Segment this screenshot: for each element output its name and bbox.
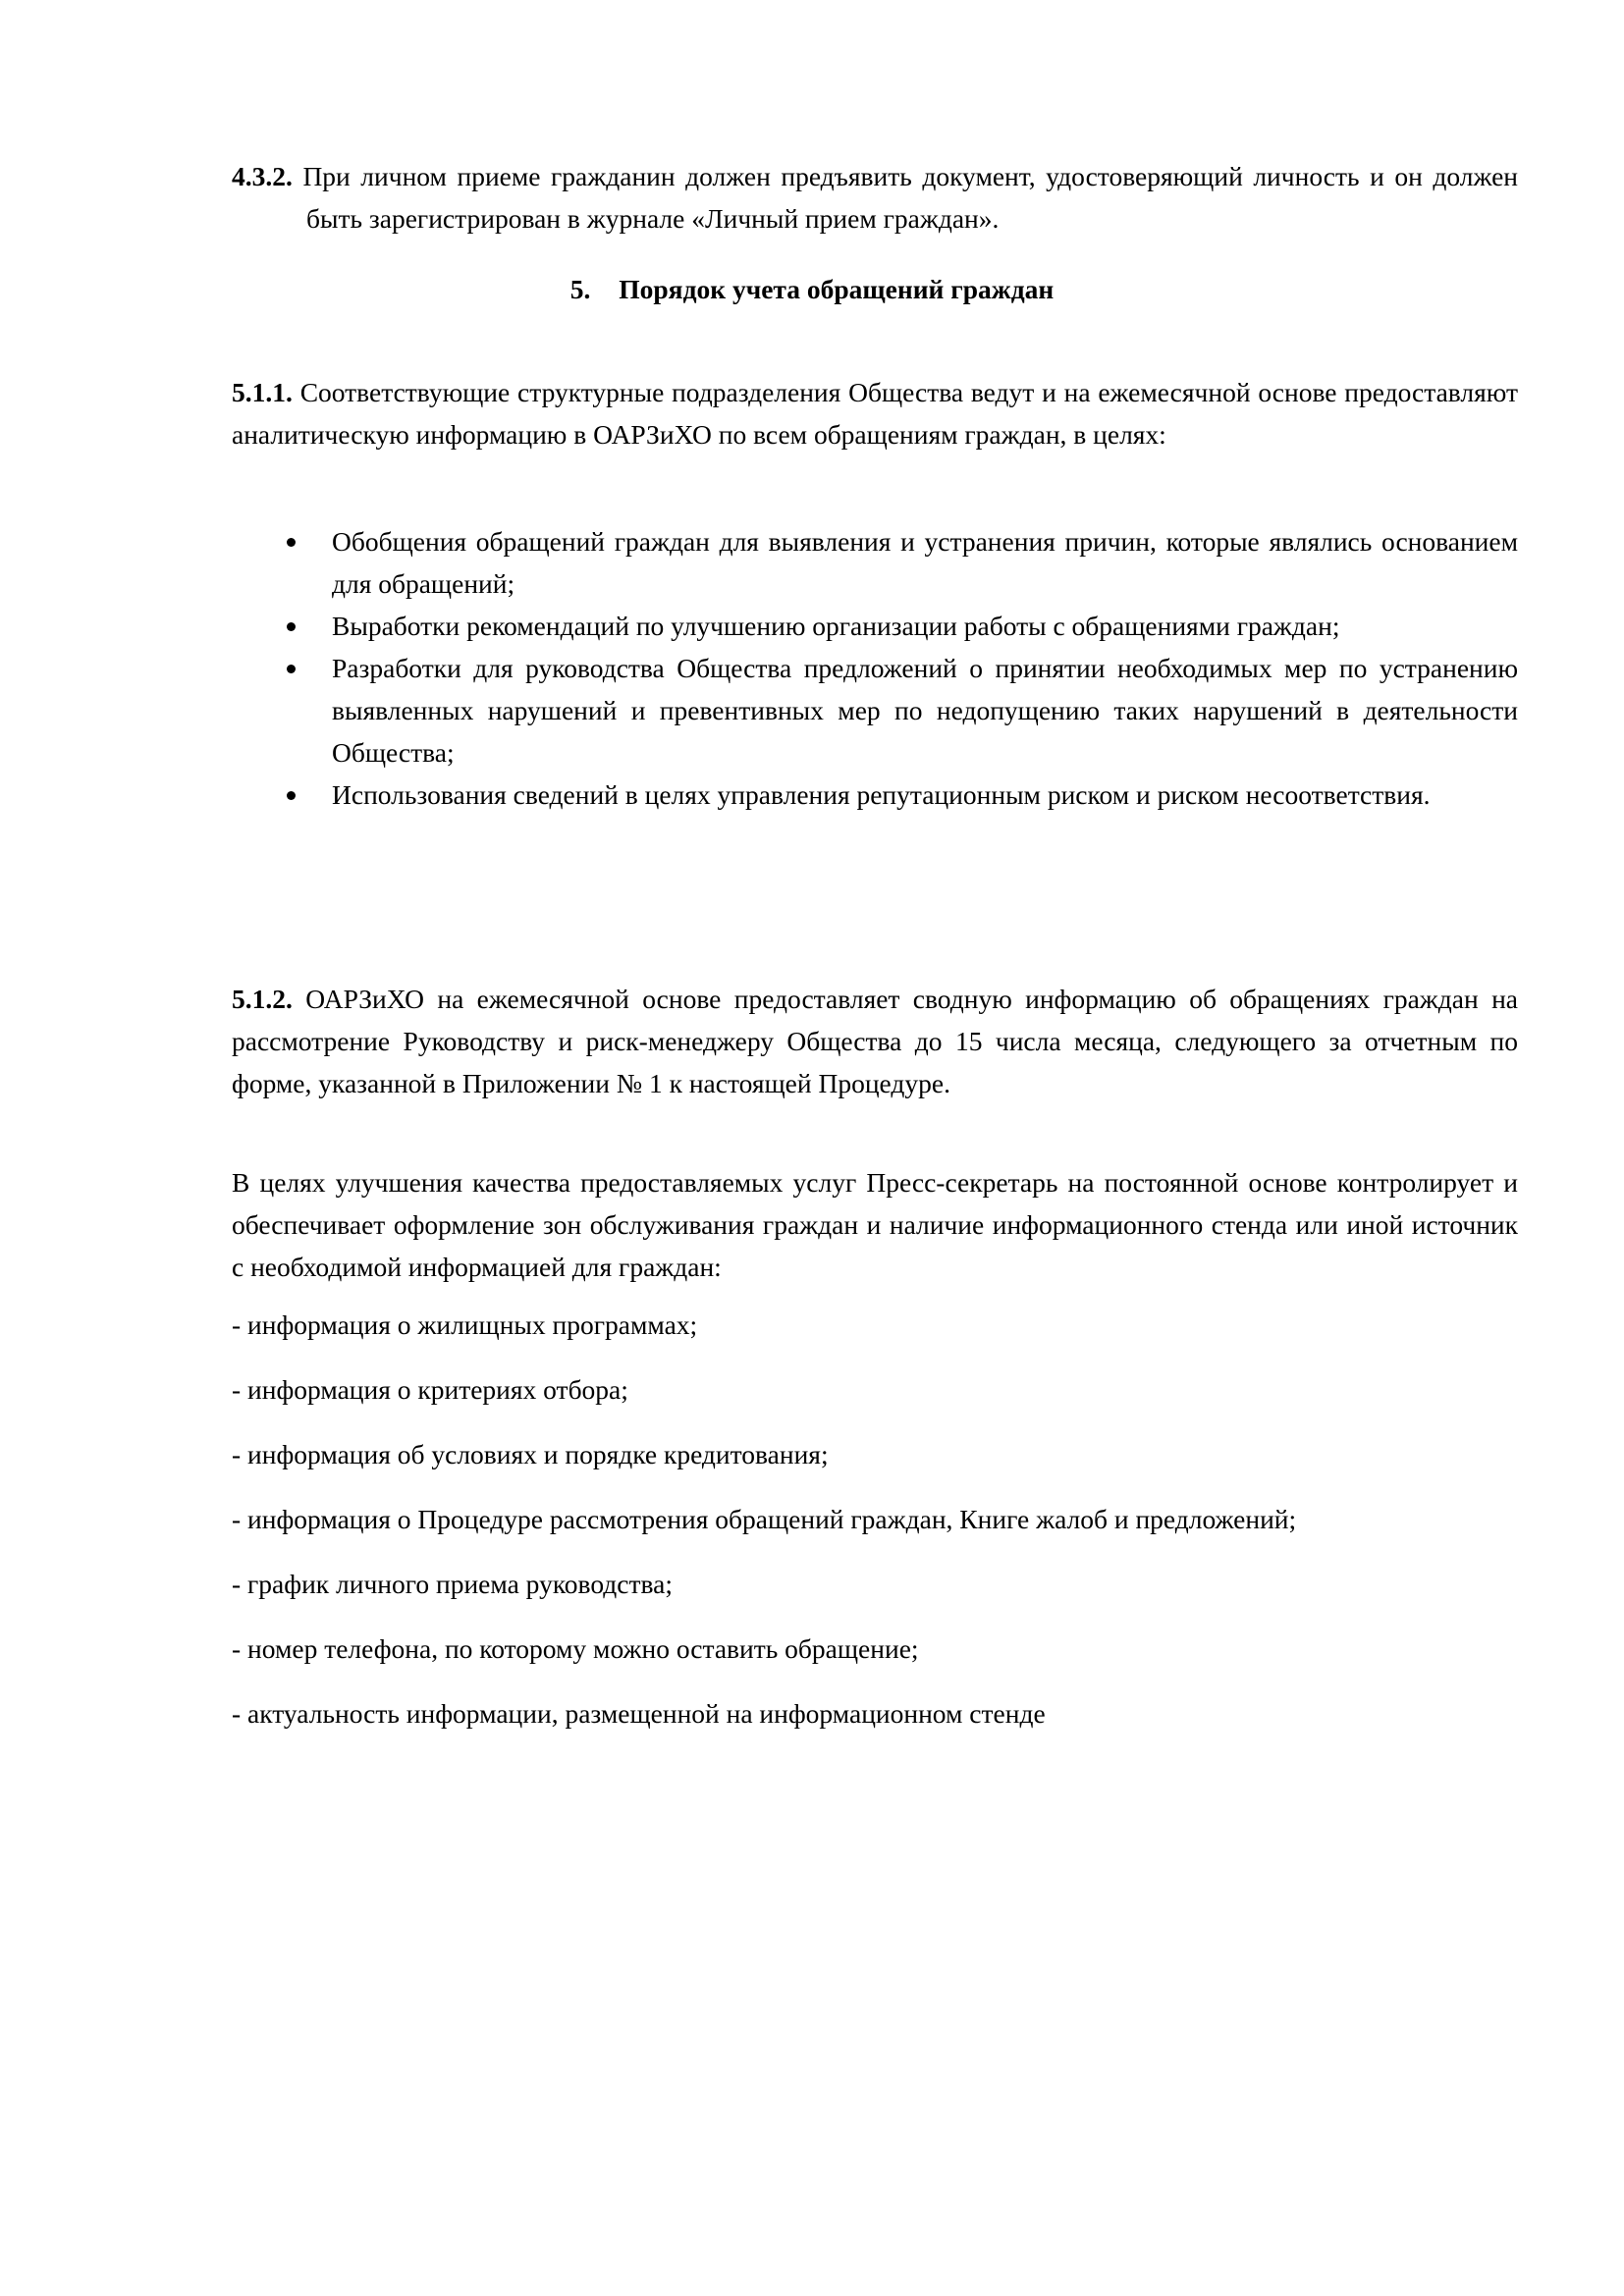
bullet-text: Разработки для руководства Общества предложений о принятии необходимых мер по устранению выявленных нарушений и превентивных мер по недопущению таких нарушений в деятельности Общества; bbox=[332, 653, 1518, 768]
bullet-text: Обобщения обращений граждан для выявления и устранения причин, которые являлись основанием для обращений; bbox=[332, 526, 1518, 599]
bullet-item bbox=[232, 605, 1518, 647]
bullet-icon bbox=[287, 665, 296, 673]
section-text: ОАРЗиХО на ежемесячной основе предоставляет сводную информацию об обращениях граждан на рассмотрение Руководству и риск-менеджеру Общества до 15 числа месяца, следующего за отчетным по форме, указанной в Приложении № 1 к настоящей Процедуре. bbox=[232, 984, 1518, 1098]
paragraph-text: В целях улучшения качества предоставляемых услуг Пресс-секретарь на постоянной основе контролирует и обеспечивает оформление зон обслуживания граждан и наличие информационного стенда или иной источник с необходимой информацией для граждан: bbox=[232, 1167, 1518, 1282]
bullet-icon bbox=[287, 538, 296, 547]
press-secretary-paragraph bbox=[232, 1161, 1518, 1288]
section-number: 5.1.1. bbox=[232, 377, 293, 407]
bullet-icon bbox=[287, 622, 296, 631]
info-list-item: - информация о Процедуре рассмотрения обращений граждан, Книге жалоб и предложений; bbox=[232, 1504, 1297, 1534]
purpose-bullet-list bbox=[232, 520, 1518, 816]
section-text: При личном приеме гражданин должен предъявить документ, удостоверяющий личность и он должен быть зарегистрирован в журнале «Личный прием граждан». bbox=[302, 161, 1519, 234]
info-list-item: - график личного приема руководства; bbox=[232, 1569, 673, 1599]
section-4-3-2 bbox=[232, 155, 1518, 240]
bullet-item bbox=[232, 774, 1518, 816]
info-list-item: - информация о критериях отбора; bbox=[232, 1374, 628, 1405]
heading-number: 5. bbox=[569, 274, 591, 304]
bullet-text: Выработки рекомендаций по улучшению организации работы с обращениями граждан; bbox=[332, 611, 1340, 641]
section-text: Соответствующие структурные подразделения Общества ведут и на ежемесячной основе предоставляют аналитическую информацию в ОАРЗиХО по всем обращениям граждан, в целях: bbox=[232, 377, 1518, 450]
section-heading-5 bbox=[0, 268, 1624, 310]
bullet-item bbox=[232, 647, 1518, 774]
section-5-1-1 bbox=[232, 371, 1518, 455]
heading-title: Порядок учета обращений граждан bbox=[619, 274, 1055, 304]
section-5-1-2 bbox=[232, 978, 1518, 1104]
section-number: 4.3.2. bbox=[232, 161, 293, 191]
info-list-item: - номер телефона, по которому можно оставить обращение; bbox=[232, 1633, 919, 1664]
bullet-icon bbox=[287, 791, 296, 800]
bullet-item bbox=[232, 520, 1518, 605]
info-list-item: - информация об условиях и порядке кредитования; bbox=[232, 1439, 829, 1469]
info-list-item: - информация о жилищных программах; bbox=[232, 1309, 698, 1340]
section-number: 5.1.2. bbox=[232, 984, 293, 1014]
info-list-item: - актуальность информации, размещенной на информационном стенде bbox=[232, 1698, 1046, 1729]
bullet-text: Использования сведений в целях управления репутационным риском и риском несоответствия. bbox=[332, 779, 1431, 810]
